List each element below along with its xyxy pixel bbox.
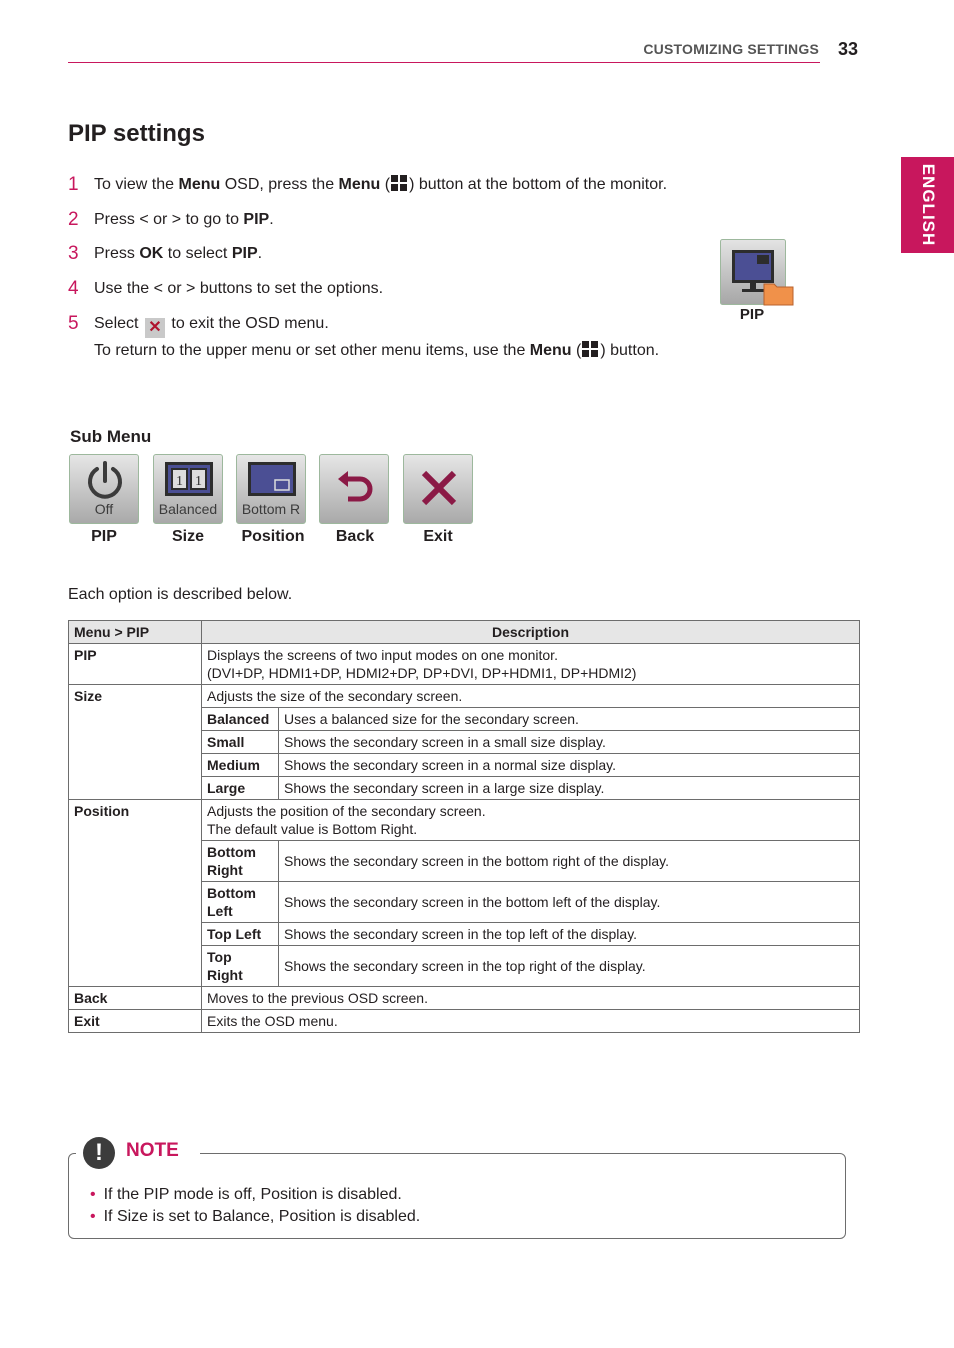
table-header-menu: Menu > PIP — [69, 621, 202, 644]
table-subkey: Top Left — [202, 923, 279, 946]
table-subkey: Bottom Left — [202, 882, 279, 923]
table-desc: Shows the secondary screen in the top right of the display. — [279, 946, 860, 987]
tile-name-back: Back — [335, 528, 375, 545]
step-number: 2 — [68, 209, 79, 230]
table-subkey: Medium — [202, 754, 279, 777]
tile-sub-label: Balanced — [158, 501, 218, 517]
table-subkey: Balanced — [202, 708, 279, 731]
step-number: 5 — [68, 313, 79, 334]
table-desc: Displays the screens of two input modes on one monitor. (DVI+DP, HDMI1+DP, HDMI2+DP, DP+DVI, DP+HDMI1, DP+HDMI2) — [202, 644, 860, 685]
table-subkey: Small — [202, 731, 279, 754]
svg-text:1: 1 — [176, 474, 183, 489]
menu-button-icon — [582, 341, 599, 358]
submenu-tile-exit[interactable] — [403, 454, 473, 524]
step-text: To view the Menu OSD, press the Menu ( ) button at the bottom of the monitor. — [94, 176, 668, 193]
table-desc: Uses a balanced size for the secondary screen. — [279, 708, 860, 731]
intro-text: Each option is described below. — [68, 586, 293, 603]
table-desc: Exits the OSD menu. — [202, 1010, 860, 1033]
table-desc: Shows the secondary screen in the bottom right of the display. — [279, 841, 860, 882]
table-row — [69, 1010, 860, 1033]
note-item: • If the PIP mode is off, Position is disabled. — [90, 1186, 402, 1203]
table-key: Size — [69, 685, 202, 800]
table-desc: Shows the secondary screen in a normal size display. — [279, 754, 860, 777]
menu-button-icon — [391, 175, 408, 192]
table-row — [69, 685, 860, 708]
submenu-tile-back[interactable] — [319, 454, 389, 524]
table-subkey: Top Right — [202, 946, 279, 987]
tile-sub-label: Bottom R — [241, 501, 301, 517]
step-number: 4 — [68, 278, 79, 299]
page-title: PIP settings — [68, 120, 205, 147]
bullet-icon: • — [90, 1186, 96, 1203]
table-subkey: Bottom Right — [202, 841, 279, 882]
table-desc: Shows the secondary screen in the bottom left of the display. — [279, 882, 860, 923]
table-row — [69, 987, 860, 1010]
table-key: Back — [69, 987, 202, 1010]
table-desc: Moves to the previous OSD screen. — [202, 987, 860, 1010]
submenu-tile-size[interactable] — [153, 454, 223, 524]
header-section-title: CUSTOMIZING SETTINGS — [643, 41, 819, 57]
back-arrow-icon — [334, 467, 378, 511]
step-text: Press < or > to go to PIP. — [94, 211, 274, 228]
monitor-pip-icon — [720, 239, 786, 305]
table-subkey: Large — [202, 777, 279, 800]
table-key: Position — [69, 800, 202, 987]
submenu-title: Sub Menu — [70, 427, 152, 446]
step-text: Press OK to select PIP. — [94, 245, 263, 262]
svg-text:1: 1 — [195, 474, 202, 489]
table-key: PIP — [69, 644, 202, 685]
language-tab — [901, 157, 954, 253]
options-table — [68, 620, 860, 1033]
table-desc: Shows the secondary screen in a large size display. — [279, 777, 860, 800]
table-desc: Adjusts the size of the secondary screen. — [202, 685, 860, 708]
bullet-icon: • — [90, 1208, 96, 1225]
table-row — [69, 800, 860, 841]
close-icon — [419, 468, 459, 508]
table-desc: Shows the secondary screen in a small size display. — [279, 731, 860, 754]
exclamation-icon: ! — [83, 1137, 115, 1169]
tile-name-position: Position — [241, 528, 305, 545]
step-text: Select ✕ to exit the OSD menu. — [94, 315, 329, 336]
step-text: Use the < or > buttons to set the options. — [94, 280, 384, 297]
header-divider — [68, 62, 820, 63]
submenu-tile-pip[interactable] — [69, 454, 139, 524]
tile-name-pip: PIP — [91, 528, 117, 545]
power-icon — [85, 460, 125, 500]
bottom-right-position-icon — [247, 461, 297, 497]
pip-icon-label: PIP — [739, 306, 765, 323]
table-row — [69, 644, 860, 685]
return-instruction: To return to the upper menu or set other menu items, use the Menu ( ) button. — [94, 342, 660, 359]
exit-button-icon: ✕ — [145, 318, 165, 338]
note-title: NOTE — [126, 1140, 179, 1161]
tile-name-size: Size — [171, 528, 204, 545]
tile-name-exit: Exit — [423, 528, 453, 545]
step-number: 1 — [68, 174, 79, 195]
step-number: 3 — [68, 243, 79, 264]
page-number: 33 — [838, 39, 859, 59]
balanced-size-icon — [164, 461, 214, 497]
table-key: Exit — [69, 1010, 202, 1033]
table-desc: Shows the secondary screen in the top left of the display. — [279, 923, 860, 946]
submenu-tile-position[interactable] — [236, 454, 306, 524]
tile-sub-label: Off — [94, 501, 114, 517]
note-item: • If Size is set to Balance, Position is disabled. — [90, 1208, 421, 1225]
table-header-row — [69, 621, 860, 644]
table-header-description: Description — [202, 621, 860, 644]
language-tab-label: ENGLISH — [918, 163, 938, 247]
table-desc: Adjusts the position of the secondary screen. The default value is Bottom Right. — [202, 800, 860, 841]
